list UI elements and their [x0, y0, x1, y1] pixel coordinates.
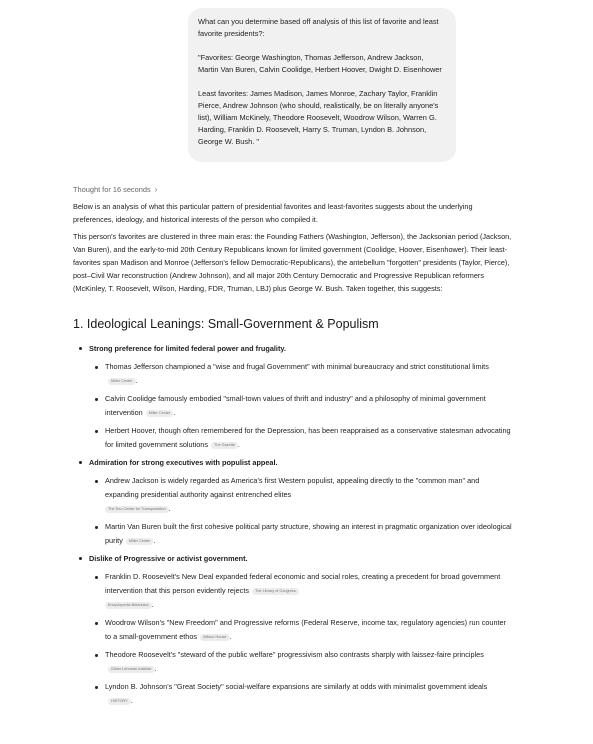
sub-list-item: Lyndon B. Johnson's "Great Society" social-welfare expansions are similarly at odds with minimalist government idealsHISTORY .	[89, 680, 513, 708]
citation-chip[interactable]: Miller Center	[126, 538, 154, 545]
response-intro: Below is an analysis of what this particular pattern of presidential favorites and least-favorites suggests about the underlying preferences, ideology, and historical interests of the person who compiled it.	[73, 202, 473, 224]
citation-chip[interactable]: HISTORY	[108, 698, 131, 705]
section-heading: 1. Ideological Leanings: Small-Government & Populism	[73, 317, 379, 331]
chevron-right-icon: ›	[154, 185, 158, 194]
list-item	[73, 456, 513, 548]
citation-chip[interactable]: Gilder Lehrman Institute	[108, 666, 155, 673]
item-text: Herbert Hoover, though often remembered for the Depression, has been reappraised as a conservative statesman advocating for limited government solutions	[105, 426, 511, 449]
sub-list-item: Thomas Jefferson championed a "wise and frugal Government" with minimal bureaucracy and strict constitutional limitsMiller Center .	[89, 360, 513, 388]
item-text: Lyndon B. Johnson's "Great Society" social-welfare expansions are similarly at odds with minimalist government ideals	[105, 682, 488, 691]
item-text: Andrew Jackson is widely regarded as America's first Western populist, appealing directly to the "common man" and expanding presidential authority against entrenched elites	[105, 476, 480, 499]
analysis-list	[73, 342, 513, 708]
user-message-least-favorites: Least favorites: James Madison, James Monroe, Zachary Taylor, Franklin Pierce, Andrew Johnson (who should, realistically, be on literally anyone's list), William McKinely, Theodore Roosevelt, Woodrow Wilson, Warren G. Harding, Franklin D. Roosevelt, Harry S. Truman, Lyndon B. Johnson, George W. Bush. "	[198, 89, 439, 146]
sub-list-item: Woodrow Wilson's "New Freedom" and Progressive reforms (Federal Reserve, income tax, regulatory agencies) run counter to a small-government ethos Wilson House .	[89, 616, 513, 644]
sub-list-item: Martin Van Buren built the first cohesive political party structure, showing an interest in pragmatic organization over ideological purity Miller Center .	[89, 520, 513, 548]
sub-list-item: Herbert Hoover, though often remembered for the Depression, has been reappraised as a conservative statesman advocating for limited government solutions The Gazette .	[89, 424, 513, 452]
assistant-response	[73, 200, 513, 712]
item-text: Woodrow Wilson's "New Freedom" and Progressive reforms (Federal Reserve, income tax, regulatory agencies) run counter to a small-government ethos	[105, 618, 507, 641]
user-message-question: What can you determine based off analysis of this list of favorite and least favorite presidents?:	[198, 17, 439, 38]
item-text: Theodore Roosevelt's "steward of the public welfare" progressivism also contrasts sharply with laissez-faire principles	[105, 650, 484, 659]
citation-chip[interactable]: The Library of Congress	[252, 588, 299, 595]
citation-chip[interactable]: Miller Center	[108, 378, 136, 385]
sub-list-item: Franklin D. Roosevelt's New Deal expanded federal economic and social roles, creating a precedent for broad government intervention that this person evidently rejects The Library of Congress Encyclopedia Britannica .	[89, 570, 513, 612]
sub-list	[89, 474, 513, 548]
list-item	[73, 552, 513, 708]
citation-chip[interactable]: The Gazette	[211, 442, 238, 449]
sub-list-item: Andrew Jackson is widely regarded as America's first Western populist, appealing directly to the "common man" and expanding presidential authority against entrenched elites The Eno Center for Transportation .	[89, 474, 513, 516]
sub-list-item: Calvin Coolidge famously embodied "small-town values of thrift and industry" and a philosophy of minimal government intervention Miller Center .	[89, 392, 513, 420]
item-text: Thomas Jefferson championed a "wise and frugal Government" with minimal bureaucracy and strict constitutional limits	[105, 362, 489, 371]
user-message-bubble	[188, 8, 456, 162]
citation-chip[interactable]: The Eno Center for Transportation	[105, 506, 169, 513]
item-text: Martin Van Buren built the first cohesive political party structure, showing an interest in pragmatic organization over ideological purity	[105, 522, 512, 545]
list-item-heading: Dislike of Progressive or activist government.	[89, 554, 248, 563]
sub-list	[89, 360, 513, 452]
citation-chip[interactable]: Encyclopedia Britannica	[105, 602, 152, 609]
sub-list-item: Theodore Roosevelt's "steward of the public welfare" progressivism also contrasts sharply with laissez-faire principlesGilder Lehrman Institute .	[89, 648, 513, 676]
item-text: Franklin D. Roosevelt's New Deal expanded federal economic and social roles, creating a precedent for broad government intervention that this person evidently rejects	[105, 572, 501, 595]
thought-toggle[interactable]	[73, 185, 157, 194]
thought-label: Thought for 16 seconds	[73, 185, 151, 194]
citation-chip[interactable]: Wilson House	[200, 634, 229, 641]
sub-list	[89, 570, 513, 708]
list-item-heading: Strong preference for limited federal power and frugality.	[89, 344, 286, 353]
response-summary: This person's favorites are clustered in three main eras: the Founding Fathers (Washington, Jefferson), the Jacksonian period (Jackson, Van Buren), and the early-to-mid 20th Century Republicans known for limited government (Coolidge, Hoover, Eisenhower). Their least-favorites span Madison and Monroe (Jefferson's fellow Democratic-Republicans), the antebellum "forgotten" presidents (Taylor, Pierce), post–Civil War reconstruction (Andrew Johnson), and all major 20th Century Democratic and Progressive Republican reformers (McKinley, T. Roosevelt, Wilson, Harding, FDR, Truman, LBJ) plus George W. Bush. Taken together, this suggests:	[73, 232, 512, 293]
citation-chip[interactable]: Miller Center	[146, 410, 174, 417]
list-item	[73, 342, 513, 452]
list-item-heading: Admiration for strong executives with populist appeal.	[89, 458, 278, 467]
item-text: Calvin Coolidge famously embodied "small-town values of thrift and industry" and a philosophy of minimal government intervention	[105, 394, 486, 417]
user-message-favorites: "Favorites: George Washington, Thomas Jefferson, Andrew Jackson, Martin Van Buren, Calvin Coolidge, Herbert Hoover, Dwight D. Eisenhower	[198, 53, 442, 74]
